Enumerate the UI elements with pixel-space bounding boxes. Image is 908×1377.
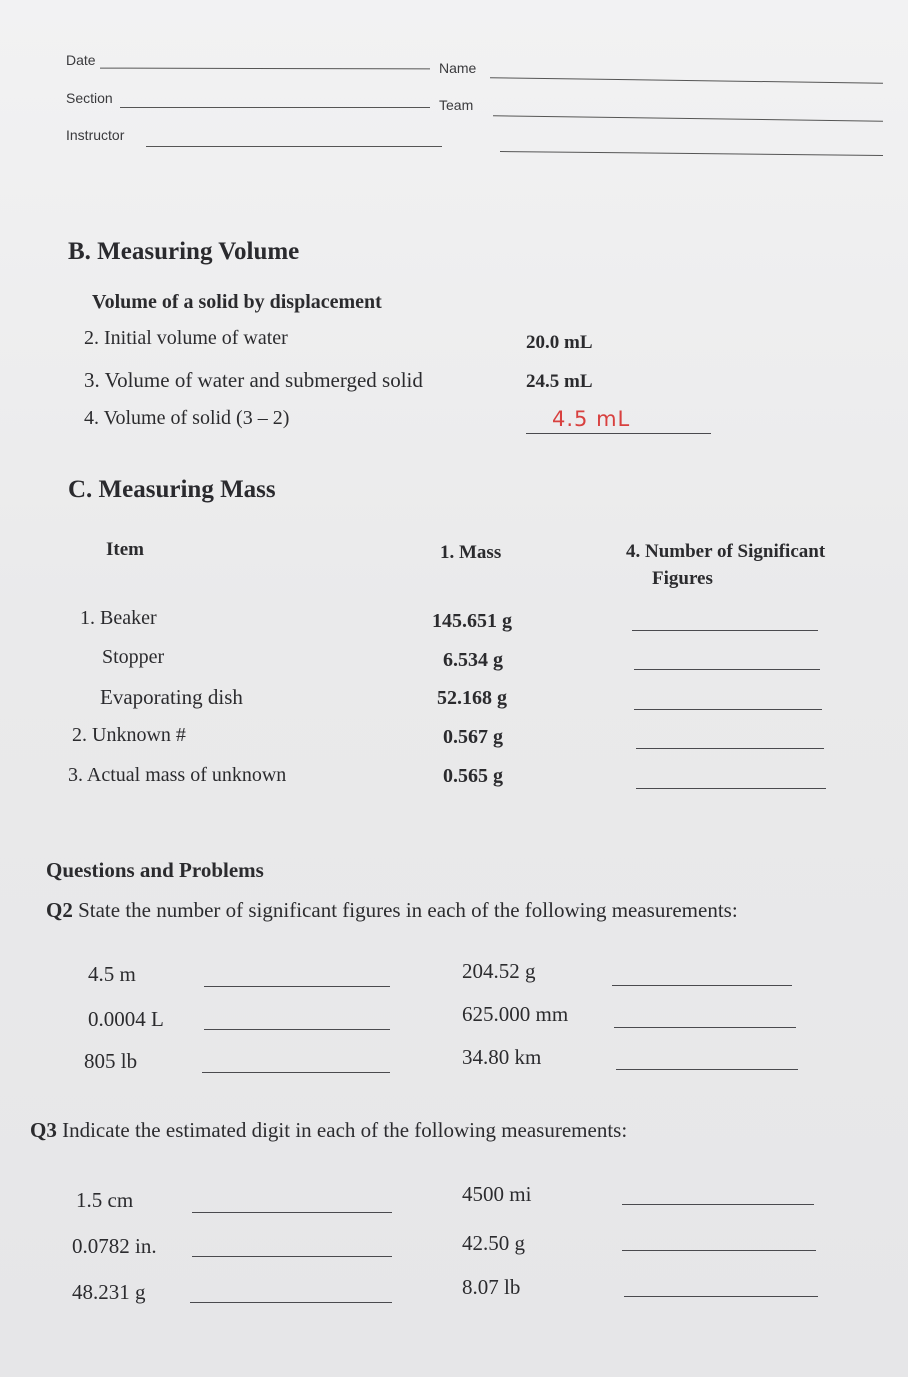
section-field[interactable] xyxy=(120,107,430,108)
q2-measurement: 805 lb xyxy=(84,1049,138,1073)
answer-line xyxy=(526,433,711,434)
q2-measurement: 34.80 km xyxy=(462,1045,542,1069)
q2-measurement: 625.000 mm xyxy=(462,1002,569,1026)
q2-prompt xyxy=(46,898,738,923)
mass-row-label: Stopper xyxy=(102,646,165,668)
q3-measurement: 8.07 lb xyxy=(462,1275,521,1299)
q3-measurement: 4500 mi xyxy=(462,1182,532,1206)
mass-row-label: 2. Unknown # xyxy=(72,724,186,746)
volume-row-value: 24.5 mL xyxy=(526,371,593,392)
volume-row-label: 2. Initial volume of water xyxy=(84,327,288,349)
q3-answer-line[interactable] xyxy=(622,1204,814,1205)
name-label: Name xyxy=(439,60,477,76)
mass-row-label: Evaporating dish xyxy=(100,685,243,709)
handwritten-answer[interactable]: 4.5 mL xyxy=(552,407,631,431)
q2-measurement: 204.52 g xyxy=(462,959,536,983)
col-sigfig-header: 4. Number of Significant xyxy=(626,541,826,562)
sigfig-answer-line[interactable] xyxy=(636,748,824,749)
q3-answer-line[interactable] xyxy=(622,1250,816,1251)
volume-row-value: 20.0 mL xyxy=(526,332,593,353)
sigfig-answer-line[interactable] xyxy=(636,788,826,789)
section-c-title: C. Measuring Mass xyxy=(68,476,276,503)
q2-number: Q2 xyxy=(46,898,73,922)
mass-row-value: 52.168 g xyxy=(437,687,507,709)
q3-answer-line[interactable] xyxy=(192,1212,392,1213)
q2-measurement: 0.0004 L xyxy=(88,1007,164,1031)
q3-answer-line[interactable] xyxy=(192,1256,392,1257)
sigfig-answer-line[interactable] xyxy=(632,630,818,631)
sigfig-answer-line[interactable] xyxy=(634,709,822,710)
mass-row-label: 1. Beaker xyxy=(80,607,157,629)
date-field[interactable] xyxy=(100,68,430,70)
q2-answer-line[interactable] xyxy=(202,1072,390,1073)
q3-text: Indicate the estimated digit in each of the following measurements: xyxy=(62,1118,628,1142)
q2-measurement: 4.5 m xyxy=(88,962,136,986)
q3-measurement: 0.0782 in. xyxy=(72,1234,157,1258)
mass-row-value: 145.651 g xyxy=(432,610,512,632)
section-b-title: B. Measuring Volume xyxy=(68,238,300,265)
q3-answer-line[interactable] xyxy=(624,1296,818,1297)
q2-answer-line[interactable] xyxy=(614,1027,796,1028)
col-mass-header: 1. Mass xyxy=(440,542,502,563)
q3-prompt xyxy=(30,1118,627,1143)
section-b-subtitle: Volume of a solid by displacement xyxy=(92,291,382,313)
mass-row-value: 0.565 g xyxy=(443,765,503,787)
mass-row-value: 6.534 g xyxy=(443,649,503,671)
q3-measurement: 42.50 g xyxy=(462,1231,525,1255)
section-label: Section xyxy=(66,90,113,106)
q3-number: Q3 xyxy=(30,1118,57,1142)
sigfig-answer-line[interactable] xyxy=(634,669,820,670)
q2-answer-line[interactable] xyxy=(204,1029,390,1030)
team-field-2[interactable] xyxy=(500,151,883,156)
q3-measurement: 48.231 g xyxy=(72,1280,146,1304)
mass-row-label: 3. Actual mass of unknown xyxy=(68,764,287,786)
instructor-label: Instructor xyxy=(66,127,125,143)
team-field[interactable] xyxy=(493,115,883,121)
questions-title: Questions and Problems xyxy=(46,858,264,882)
q2-answer-line[interactable] xyxy=(204,986,390,987)
instructor-field[interactable] xyxy=(146,146,442,147)
volume-row-label: 4. Volume of solid (3 – 2) xyxy=(84,407,290,429)
q3-measurement: 1.5 cm xyxy=(76,1188,134,1212)
team-label: Team xyxy=(439,97,474,113)
col-item-header: Item xyxy=(106,539,144,560)
name-field[interactable] xyxy=(490,77,883,83)
q2-text: State the number of significant figures in each of the following measurements: xyxy=(78,898,738,922)
date-label: Date xyxy=(66,52,96,68)
q2-answer-line[interactable] xyxy=(612,985,792,986)
q2-answer-line[interactable] xyxy=(616,1069,798,1070)
mass-row-value: 0.567 g xyxy=(443,726,503,748)
q3-answer-line[interactable] xyxy=(190,1302,392,1303)
volume-row-label: 3. Volume of water and submerged solid xyxy=(84,368,423,392)
col-sigfig-header-2: Figures xyxy=(652,568,713,589)
